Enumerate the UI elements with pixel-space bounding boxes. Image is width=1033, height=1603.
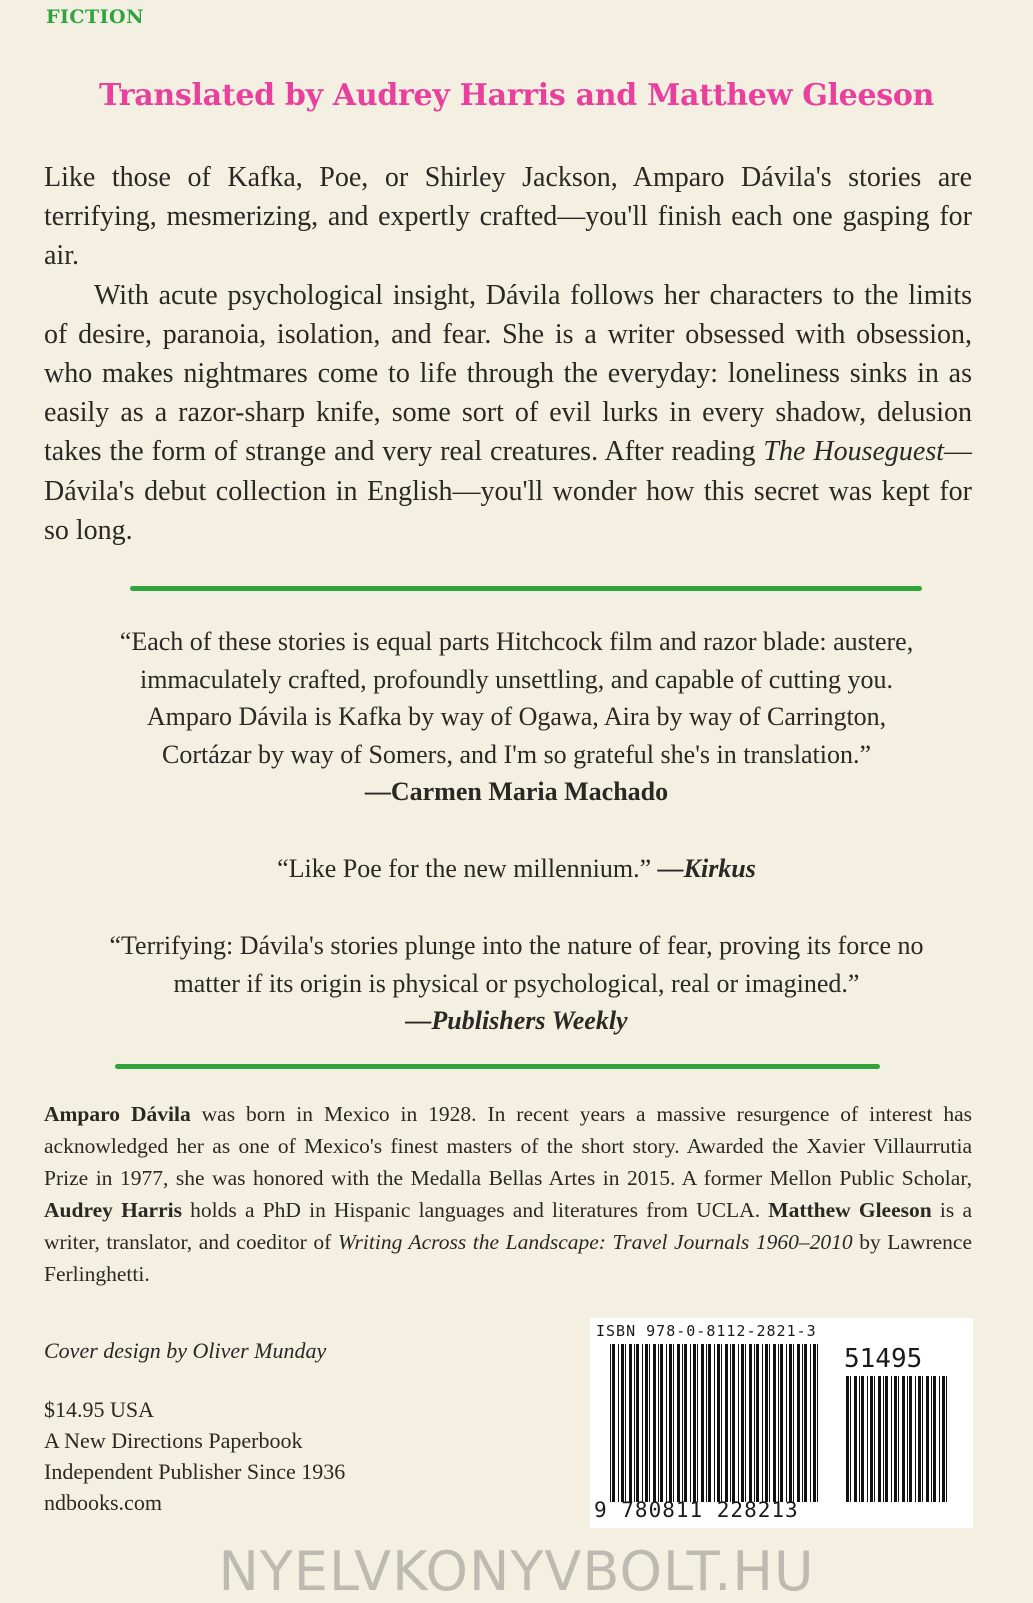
quote-kirkus <box>0 850 1033 888</box>
divider-bottom <box>115 1064 880 1069</box>
publisher-since: Independent Publisher Since 1936 <box>44 1459 346 1484</box>
author-name: Amparo Dávila <box>44 1102 191 1126</box>
price: $14.95 USA <box>44 1397 155 1422</box>
ean-barcode-graphic <box>610 1344 820 1502</box>
quote-source: —Kirkus <box>657 854 756 883</box>
author-bio: Amparo Dávila was born in Mexico in 1928. In recent years a massive resurgence of interest has acknowledged her as one of Mexico's finest masters of the short story. Awarded the Xavier Villaurrutia Prize in 1977, she was honored with the Medalla Bellas Artes in 2015. A former Mellon Public Scholar, Audrey Harris holds a PhD in Hispanic languages and literatures from UCLA. Matthew Gleeson is a writer, translator, and coeditor of Writing Across the Landscape: Travel Journals 1960–2010 by Lawrence Ferlinghetti. <box>44 1102 973 1286</box>
barcode-block <box>590 1318 973 1528</box>
quote-machado <box>0 623 1033 811</box>
publisher-line: A New Directions Paperbook <box>44 1428 303 1453</box>
quote-source: —Publishers Weekly <box>405 1006 628 1035</box>
divider-top <box>130 586 922 591</box>
quote-line: matter if its origin is physical or psychological, real or imagined.” <box>173 968 860 998</box>
translator-name: Matthew Gleeson <box>768 1198 932 1222</box>
blurb <box>44 158 972 550</box>
blurb-paragraph-2: With acute psychological insight, Dávila follows her characters to the limits of desire, paranoia, isolation, and fear. She is a writer obsessed with obsession, who makes nightmares come to life through the everyday: loneliness sinks in as easily as a razor-sharp knife, some sort of evil lurks in every shadow, delusion takes the form of strange and very real creatures. After reading The Houseguest—Dávila's debut collection in English—you'll wonder how this secret was kept for so long. <box>44 279 972 546</box>
translator-credit: Translated by Audrey Harris and Matthew Gleeson <box>98 78 935 113</box>
genre-label: FICTION <box>46 6 144 28</box>
isbn-text: ISBN 978-0-8112-2821-3 <box>596 1322 817 1340</box>
blurb-paragraph-1: Like those of Kafka, Poe, or Shirley Jackson, Amparo Dávila's stories are terrifying, mesmerizing, and expertly crafted—you'll finish each one gasping for air. <box>44 162 972 272</box>
imprint-block <box>44 1394 345 1518</box>
barcode-digits: 9 780811 228213 <box>594 1498 799 1522</box>
cover-design-credit: Cover design by Oliver Munday <box>44 1338 327 1363</box>
quote-line: “Each of these stories is equal parts Hitchcock film and razor blade: austere, <box>119 627 914 656</box>
quote-line: Cortázar by way of Somers, and I'm so grateful she's in translation.” <box>161 739 872 769</box>
translator-name: Audrey Harris <box>44 1198 182 1222</box>
quote-source: —Carmen Maria Machado <box>364 777 669 806</box>
book-title: Writing Across the Landscape: Travel Journals 1960–2010 <box>337 1230 853 1254</box>
quote-line: immaculately crafted, profoundly unsettling, and capable of cutting you. <box>139 664 894 694</box>
book-title: The Houseguest <box>763 436 944 468</box>
watermark: NYELVKONYVBOLT.HU <box>218 1540 815 1603</box>
addon-barcode-graphic <box>846 1376 951 1502</box>
quote-line: “Terrifying: Dávila's stories plunge into the nature of fear, proving its force no <box>109 931 924 960</box>
quote-text: “Like Poe for the new millennium.” <box>277 854 658 883</box>
publisher-website: ndbooks.com <box>44 1490 162 1515</box>
quote-publishers-weekly <box>0 927 1033 1040</box>
quote-line: Amparo Dávila is Kafka by way of Ogawa, Aira by way of Carrington, <box>146 702 887 731</box>
price-code-text: 51495 <box>844 1344 923 1374</box>
